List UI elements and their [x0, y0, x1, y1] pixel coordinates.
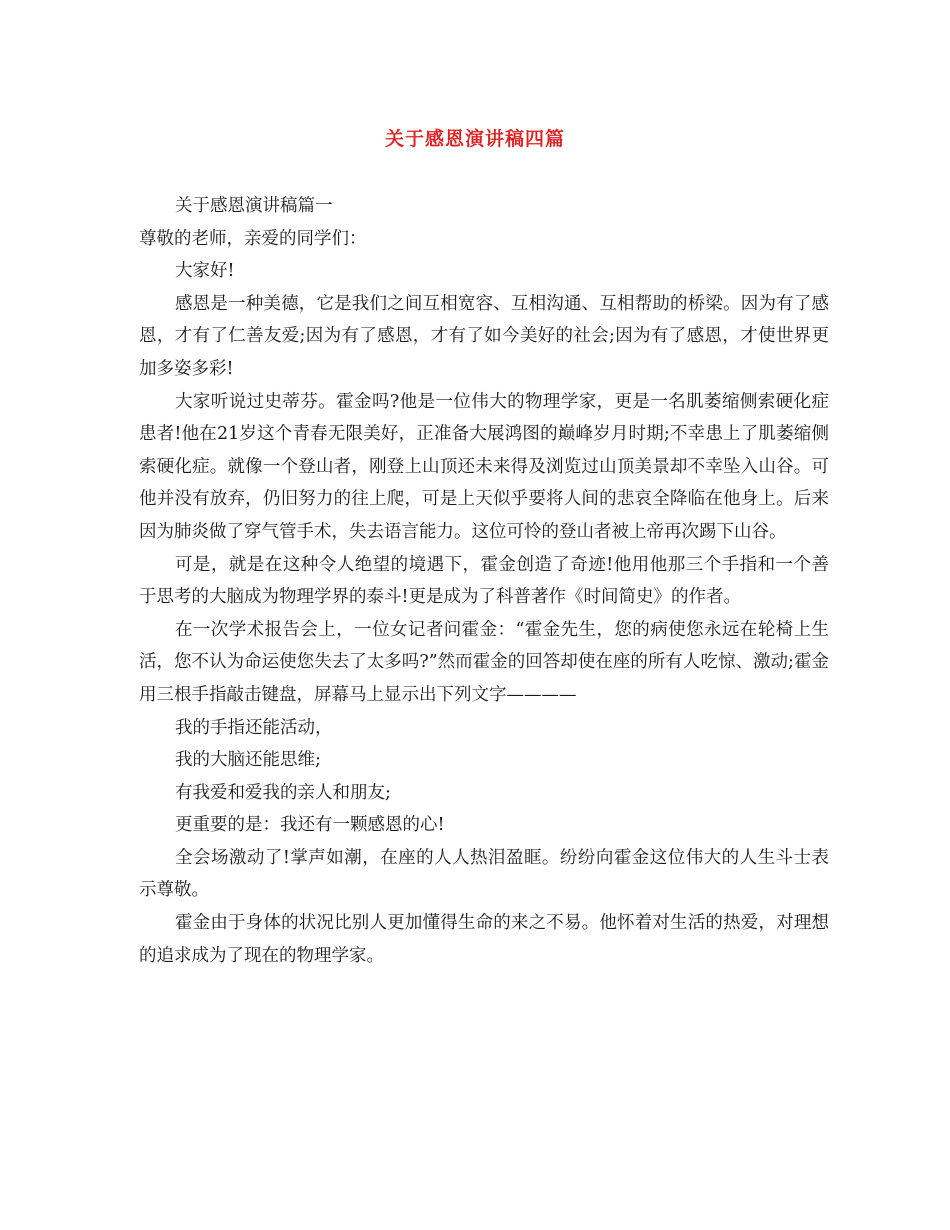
- paragraph: 可是，就是在这种令人绝望的境遇下，霍金创造了奇迹!他用他那三个手指和一个善于思考的大脑成为物理学界的泰斗!更是成为了科普著作《时间简史》的作者。: [139, 554, 829, 608]
- section-heading: 关于感恩演讲稿篇一: [175, 196, 333, 216]
- paragraph: 霍金由于身体的状况比别人更加懂得生命的来之不易。他怀着对生活的热爱，对理想的追求成为了现在的物理学家。: [139, 913, 829, 966]
- paragraph: 在一次学术报告会上，一位女记者问霍金：“霍金先生，您的病使您永远在轮椅上生活，您不认为命运使您失去了太多吗?”然而霍金的回答却使在座的所有人吃惊、激动;霍金用三根手指敲击键盘，屏幕马上显示出下列文字————: [139, 619, 829, 705]
- quote-line: 我的手指还能活动，: [175, 717, 333, 738]
- salutation: 尊敬的老师，亲爱的同学们：: [139, 228, 367, 249]
- document-body: [139, 190, 829, 972]
- quote-line: 有我爱和爱我的亲人和朋友;: [175, 782, 391, 803]
- paragraph: 全会场激动了!掌声如潮，在座的人人热泪盈眶。纷纷向霍金这位伟大的人生斗士表示尊敬。: [139, 847, 829, 901]
- document-title: 关于感恩演讲稿四篇: [384, 128, 565, 150]
- paragraph: 大家听说过史蒂芬。霍金吗?他是一位伟大的物理学家，更是一名肌萎缩侧索硬化症患者!他在21岁这个青春无限美好，正准备大展鸿图的巅峰岁月时期;不幸患上了肌萎缩侧索硬化症。就像一个登山者，刚登上山顶还未来得及浏览过山顶美景却不幸坠入山谷。可他并没有放弃，仍旧努力的往上爬，可是上天似乎要将人间的悲哀全降临在他身上。后来因为肺炎做了穿气管手术，失去语言能力。这位可怜的登山者被上帝再次踢下山谷。: [139, 391, 829, 542]
- quote-line: 更重要的是：我还有一颗感恩的心!: [175, 815, 445, 836]
- greeting: 大家好!: [175, 261, 235, 282]
- quote-line: 我的大脑还能思维;: [175, 750, 321, 771]
- paragraph: 感恩是一种美德，它是我们之间互相宽容、互相沟通、互相帮助的桥梁。因为有了感恩，才有了仁善友爱;因为有了感恩，才有了如今美好的社会;因为有了感恩，才使世界更加多姿多彩!: [139, 293, 829, 379]
